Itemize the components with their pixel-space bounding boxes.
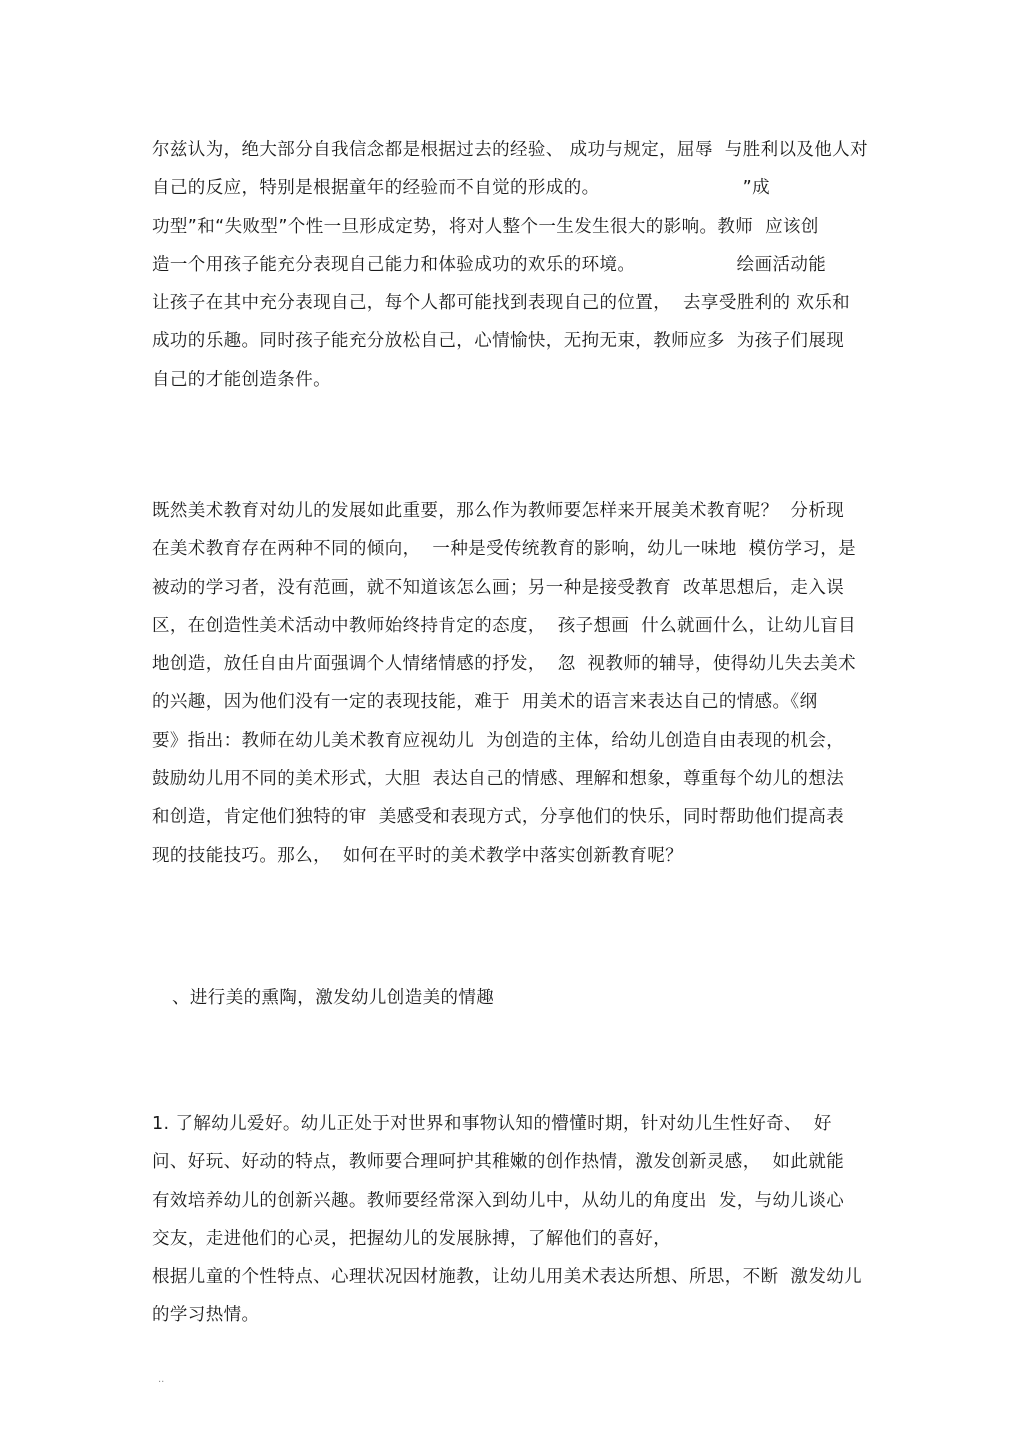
text-line: 的学习热情。 — [152, 1305, 260, 1326]
text-line: 造一个用孩子能充分表现自己能力和体验成功的欢乐的环境。 绘画活动能 — [152, 254, 827, 275]
text-line: 在美术教育存在两种不同的倾向， 一种是受传统教育的影响，幼儿一味地 模仿学习，是 — [152, 539, 857, 560]
text-line: 根据儿童的个性特点、心理状况因材施教，让幼儿用美术表达所想、所思，不断 激发幼儿 — [152, 1267, 863, 1288]
text-line: 让孩子在其中充分表现自己，每个人都可能找到表现自己的位置， 去享受胜利的 欢乐和 — [152, 293, 851, 314]
text-line: 地创造，放任自由片面强调个人情绪情感的抒发， 忽 视教师的辅导，使得幼儿失去美术 — [152, 654, 857, 675]
paragraph-1 — [152, 131, 872, 399]
footer-mark: .. — [158, 1374, 165, 1385]
text-line: 功型”和“失败型”个性一旦形成定势，将对人整个一生发生很大的影响。教师 应该创 — [152, 216, 819, 237]
text-line: 1. 了解幼儿爱好。幼儿正处于对世界和事物认知的懵懂时期，针对幼儿生性好奇、 好 — [152, 1114, 832, 1134]
text-line: 问、好玩、好动的特点，教师要合理呵护其稚嫩的创作热情，激发创新灵感， 如此就能 — [152, 1152, 845, 1173]
text-line: 现的技能技巧。那么， 如何在平时的美术教学中落实创新教育呢？ — [152, 845, 684, 866]
paragraph-3 — [152, 1105, 872, 1335]
paragraph-2 — [152, 492, 872, 875]
text-line: 成功的乐趣。同时孩子能充分放松自己，心情愉快，无拘无束，教师应多 为孩子们展现 — [152, 331, 845, 352]
text-line: 自己的反应，特别是根据童年的经验而不自觉的形成的。 ”成 — [152, 178, 770, 199]
text-line: 交友，走进他们的心灵，把握幼儿的发展脉搏，了解他们的喜好， — [152, 1228, 672, 1249]
text-line: 尔兹认为，绝大部分自我信念都是根据过去的经验、 成功与规定，屈辱 与胜利以及他人对 — [152, 140, 868, 160]
text-line: 和创造，肯定他们独特的审 美感受和表现方式，分享他们的快乐，同时帮助他们提高表 — [152, 807, 845, 828]
section-heading — [172, 979, 892, 1017]
text-line: 被动的学习者，没有范画，就不知道该怎么画；另一种是接受教育 改革思想后，走入误 — [152, 577, 845, 598]
text-line: 有效培养幼儿的创新兴趣。教师要经常深入到幼儿中，从幼儿的角度出 发，与幼儿谈心 — [152, 1190, 845, 1211]
text-line: 自己的才能创造条件。 — [152, 369, 331, 390]
text-line: 区，在创造性美术活动中教师始终持肯定的态度， 孩子想画 什么就画什么，让幼儿盲目 — [152, 615, 857, 636]
text-line: 要》指出：教师在幼儿美术教育应视幼儿 为创造的主体，给幼儿创造自由表现的机会， — [152, 730, 845, 751]
text-line: 鼓励幼儿用不同的美术形式，大胆 表达自己的情感、理解和想象，尊重每个幼儿的想法 — [152, 769, 845, 790]
text-line: 的兴趣，因为他们没有一定的表现技能，难于 用美术的语言来表达自己的情感。《纲 — [152, 692, 818, 713]
heading-text: 、进行美的熏陶，激发幼儿创造美的情趣 — [172, 988, 495, 1008]
text-line: 既然美术教育对幼儿的发展如此重要，那么作为教师要怎样来开展美术教育呢？ 分析现 — [152, 501, 845, 521]
